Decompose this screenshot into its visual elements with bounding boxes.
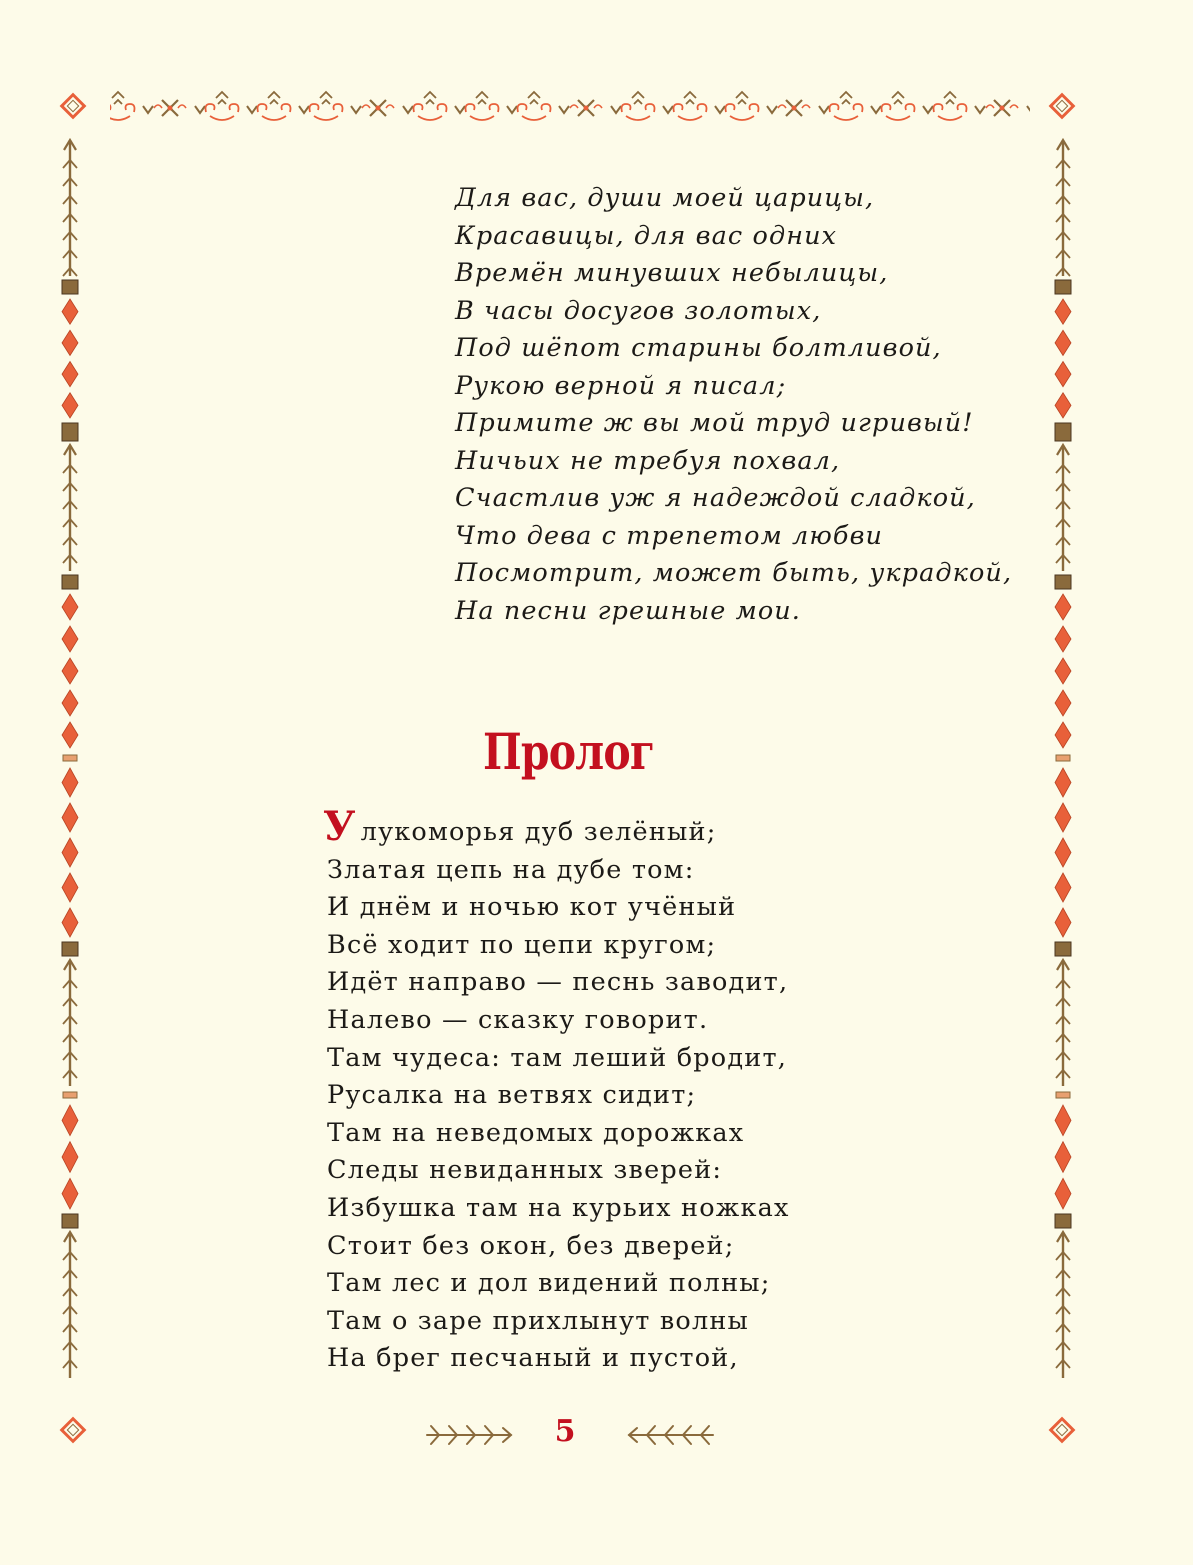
poem-line: Златая цепь на дубе том: — [327, 854, 695, 885]
side-arrow-ornament — [1056, 960, 1070, 1086]
corner-diamond-ornament — [1048, 92, 1076, 120]
poem-line: Избушка там на курьих ножках — [327, 1192, 790, 1223]
side-diamonds-ornament — [62, 299, 78, 418]
top-motif — [778, 100, 810, 116]
poem-line: На брег песчаный и пустой, — [327, 1343, 739, 1374]
top-chevron — [559, 106, 569, 113]
side-block-ornament — [62, 942, 78, 956]
poem-line: Ничьих не требуя похвал, — [455, 445, 841, 476]
poem-line: Рукою верной я писал; — [455, 370, 787, 401]
top-chevron — [507, 106, 517, 113]
side-arrow-ornament — [63, 1232, 77, 1378]
top-motif — [362, 100, 394, 116]
poem-line — [323, 803, 1047, 852]
dedication-poem — [455, 180, 1055, 630]
top-motif — [674, 92, 707, 120]
top-chevron — [923, 106, 933, 113]
side-tick-ornament — [63, 1092, 77, 1098]
poem-line: На песни грешные мои. — [455, 595, 802, 626]
arrows-right-ornament-icon — [425, 1420, 515, 1450]
top-chevron — [299, 106, 309, 113]
top-chevron — [247, 106, 257, 113]
top-motif — [934, 92, 967, 120]
prologue-poem — [323, 803, 1047, 1378]
top-chevron — [143, 106, 153, 113]
top-chevron — [351, 106, 361, 113]
top-chevron — [611, 106, 621, 113]
side-arrow-ornament — [1056, 1232, 1070, 1378]
side-diamonds-ornament — [62, 768, 78, 937]
side-diamonds-ornament — [1055, 299, 1071, 418]
side-arrow-ornament — [63, 445, 77, 571]
poem-line: Идёт направо — песнь заводит, — [327, 967, 789, 998]
poem-line: Там лес и дол видений полны; — [327, 1268, 771, 1299]
drop-cap: У — [323, 803, 357, 850]
top-motif — [882, 92, 915, 120]
corner-diamond-ornament — [1048, 1416, 1076, 1444]
top-chevron — [1027, 106, 1030, 113]
top-chevron — [871, 106, 881, 113]
poem-line: Там чудеса: там леший бродит, — [327, 1042, 788, 1073]
poem-line: Времён минувших небылицы, — [455, 258, 889, 288]
poem-line: Для вас, души моей царицы, — [455, 183, 875, 213]
side-tick-ornament — [1056, 755, 1070, 761]
corner-diamond-ornament — [59, 1416, 87, 1444]
top-motif — [154, 100, 186, 116]
top-ornament-border — [110, 88, 1030, 128]
side-tick-ornament — [63, 755, 77, 761]
poem-line: Стоит без окон, без дверей; — [327, 1230, 735, 1261]
top-motif — [110, 92, 135, 120]
poem-line: Что дева с трепетом любви — [455, 520, 884, 551]
side-diamonds-ornament — [1055, 768, 1071, 937]
poem-line: Следы невиданных зверей: — [327, 1155, 723, 1186]
corner-diamond-ornament — [59, 92, 87, 120]
side-block-ornament — [1055, 575, 1071, 589]
poem-line: Налево — сказку говорит. — [327, 1004, 709, 1035]
page-number: 5 — [554, 1414, 576, 1449]
side-block-ornament — [62, 423, 78, 441]
poem-line: Посмотрит, может быть, украдкой, — [455, 558, 1013, 588]
poem-line: И днём и ночью кот учёный — [327, 892, 737, 923]
side-arrow-ornament — [63, 140, 77, 276]
side-arrow-ornament — [1056, 140, 1070, 276]
side-block-ornament — [62, 280, 78, 294]
side-diamonds-ornament — [62, 1105, 78, 1209]
side-diamonds-ornament — [1055, 594, 1071, 748]
top-chevron — [767, 106, 777, 113]
top-motif — [466, 92, 499, 120]
poem-line: Там о заре прихлынут волны — [327, 1305, 750, 1336]
left-ornament-border — [52, 138, 88, 1393]
side-diamonds-ornament — [1055, 1105, 1071, 1209]
poem-line: Красавицы, для вас одних — [455, 220, 838, 251]
top-motif — [310, 92, 343, 120]
top-motif — [726, 92, 759, 120]
arrows-left-ornament-icon — [625, 1420, 715, 1450]
chapter-title: Пролог — [483, 722, 655, 781]
poem-line: Счастлив уж я надеждой сладкой, — [455, 483, 976, 513]
top-chevron — [819, 106, 829, 113]
top-chevron — [715, 106, 725, 113]
top-motif — [206, 92, 239, 120]
poem-line-text: лукоморья дуб зелёный; — [360, 817, 717, 847]
poem-line: Там на неведомых дорожках — [327, 1117, 745, 1148]
poem-line: Под шёпот старины болтливой, — [455, 333, 942, 363]
side-block-ornament — [1055, 1214, 1071, 1228]
top-chevron — [403, 106, 413, 113]
top-chevron — [195, 106, 205, 113]
side-block-ornament — [62, 575, 78, 589]
side-arrow-ornament — [63, 960, 77, 1086]
top-motif — [986, 100, 1018, 116]
top-motif — [258, 92, 291, 120]
poem-line: Русалка на ветвях сидит; — [327, 1080, 697, 1111]
side-block-ornament — [1055, 280, 1071, 294]
top-motif — [414, 92, 447, 120]
poem-line: Всё ходит по цепи кругом; — [327, 929, 717, 960]
top-chevron — [663, 106, 673, 113]
side-diamonds-ornament — [62, 594, 78, 748]
side-block-ornament — [62, 1214, 78, 1228]
side-arrow-ornament — [1056, 445, 1070, 571]
top-chevron — [455, 106, 465, 113]
top-motif — [518, 92, 551, 120]
side-block-ornament — [1055, 423, 1071, 441]
top-motif — [830, 92, 863, 120]
side-block-ornament — [1055, 942, 1071, 956]
side-tick-ornament — [1056, 1092, 1070, 1098]
top-motif — [622, 92, 655, 120]
top-motif — [570, 100, 602, 116]
poem-line: Примите ж вы мой труд игривый! — [455, 408, 974, 438]
top-chevron — [975, 106, 985, 113]
poem-line: В часы досугов золотых, — [455, 295, 822, 326]
